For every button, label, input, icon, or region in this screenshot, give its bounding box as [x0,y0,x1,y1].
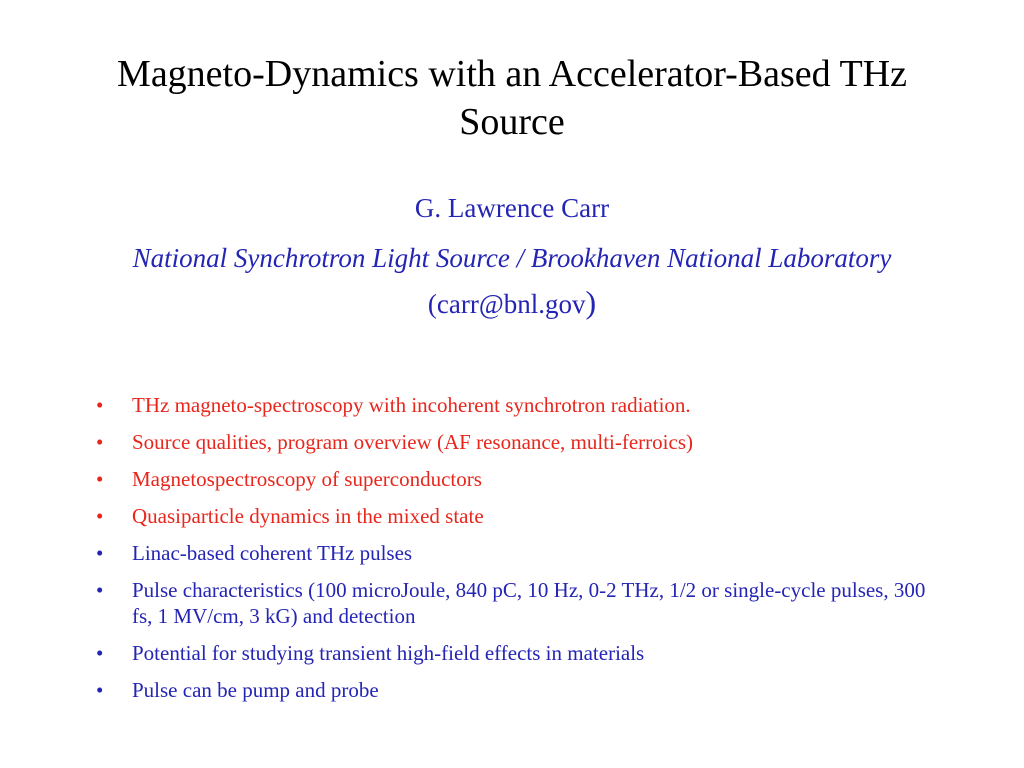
bullet-item [88,540,948,566]
bullet-text: Linac-based coherent THz pulses [132,541,413,565]
bullet-item [88,677,948,703]
bullet-text: Potential for studying transient high-field effects in materials [132,641,645,665]
bullet-dot: • [96,430,104,454]
affiliation-institution: National Synchrotron Light Source / Brookhaven National Laboratory [132,243,892,273]
bullet-text: Quasiparticle dynamics in the mixed state [132,504,484,528]
bullet-text: Magnetospectroscopy of superconductors [132,467,482,491]
bullet-list [88,392,948,714]
bullet-item [88,392,948,418]
bullet-item [88,429,948,455]
bullet-dot: • [96,504,104,528]
affiliation-close-paren: ) [585,284,597,320]
bullet-text: Pulse can be pump and probe [132,678,379,702]
bullet-item [88,577,948,629]
author-name: G. Lawrence Carr [414,193,610,223]
affiliation-email: (carr@bnl.gov [427,289,586,319]
bullet-dot: • [96,467,104,491]
bullet-dot: • [96,393,104,417]
bullet-text: Pulse characteristics (100 microJoule, 840 pC, 10 Hz, 0-2 THz, 1/2 or single-cycle pulses, 300 fs, 1 MV/cm, 3 kG) and detection [132,578,926,628]
bullet-item [88,503,948,529]
bullet-text: THz magneto-spectroscopy with incoherent synchrotron radiation. [132,393,691,417]
bullet-dot: • [96,641,104,665]
bullet-dot: • [96,541,104,565]
slide-title: Magneto-Dynamics with an Accelerator-Based THz Source [117,53,907,143]
bullet-text: Source qualities, program overview (AF resonance, multi-ferroics) [132,430,693,454]
affiliation [90,236,934,326]
bullet-dot: • [96,578,104,602]
bullet-item [88,640,948,666]
bullet-item [88,466,948,492]
bullet-dot: • [96,678,104,702]
